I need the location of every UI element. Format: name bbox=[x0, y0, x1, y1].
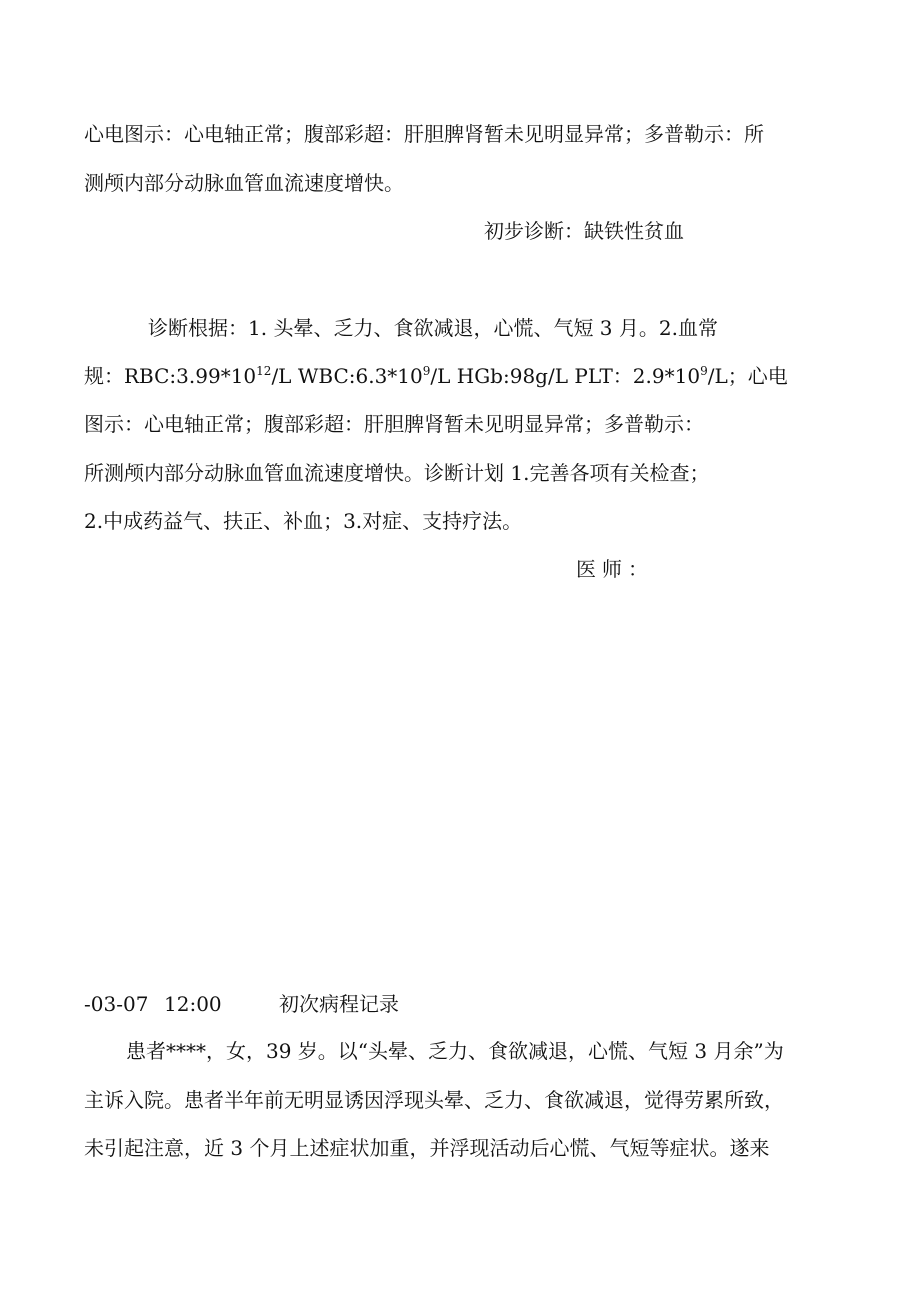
exam-results-line-2: 测颅内部分动脉血管血流速度增快。 bbox=[84, 171, 404, 195]
diagnosis-basis-line-5: 2.中成药益气、扶正、补血；3.对症、支持疗法。 bbox=[84, 509, 523, 533]
rbc-exponent: 12 bbox=[256, 364, 272, 378]
record-date: -03-07 bbox=[84, 992, 149, 1016]
record-header bbox=[84, 990, 399, 1018]
course-record-line-1: 患者****，女，39 岁。以“头晕、乏力、食欲减退，心慌、气短 3 月余”为 bbox=[126, 1039, 784, 1063]
lab-wbc: /L WBC:6.3*10 bbox=[271, 364, 423, 388]
exam-results-line-1: 心电图示：心电轴正常；腹部彩超：肝胆脾肾暂未见明显异常；多普勒示：所 bbox=[84, 122, 764, 146]
lab-prefix: 规：RBC:3.99*10 bbox=[84, 364, 257, 388]
lab-hgb-plt: /L HGb:98g/L PLT：2.9*10 bbox=[430, 364, 701, 388]
diagnosis-basis-line-3: 图示：心电轴正常；腹部彩超：肝胆脾肾暂未见明显异常；多普勒示： bbox=[84, 412, 704, 436]
physician-signature-label: 医师： bbox=[576, 557, 654, 581]
course-record-line-2: 主诉入院。患者半年前无明显诱因浮现头晕、乏力、食欲减退，觉得劳累所致， bbox=[84, 1088, 784, 1112]
lab-suffix: /L；心电 bbox=[707, 364, 788, 388]
wbc-exponent: 9 bbox=[422, 364, 431, 378]
diagnosis-basis-line-2 bbox=[84, 362, 788, 390]
record-time: 12:00 bbox=[164, 992, 222, 1016]
course-record-line-3: 未引起注意，近 3 个月上述症状加重，并浮现活动后心慌、气短等症状。遂来 bbox=[84, 1136, 770, 1160]
diagnosis-basis-line-4: 所测颅内部分动脉血管血流速度增快。诊断计划 1.完善各项有关检查； bbox=[84, 461, 710, 485]
diagnosis-basis-line-1: 诊断根据：1. 头晕、乏力、食欲减退，心慌、气短 3 月。2.血常 bbox=[148, 316, 718, 340]
plt-exponent: 9 bbox=[700, 364, 708, 378]
record-section-title: 初次病程记录 bbox=[279, 992, 399, 1016]
preliminary-diagnosis: 初步诊断：缺铁性贫血 bbox=[484, 219, 684, 243]
